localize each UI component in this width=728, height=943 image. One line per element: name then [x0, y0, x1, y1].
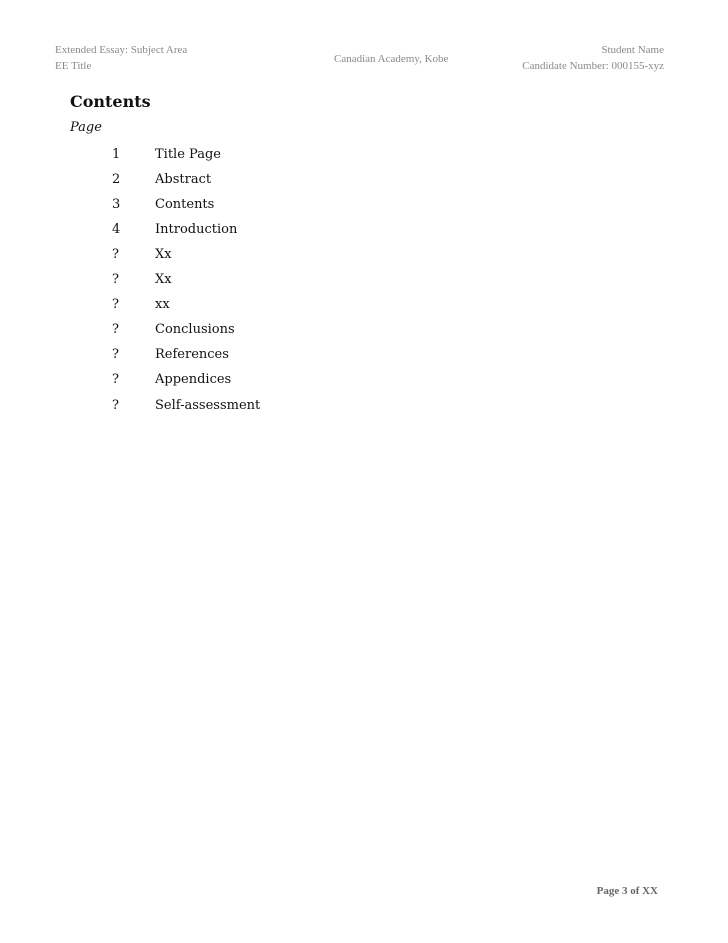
toc-page-number: ?: [112, 297, 119, 312]
toc-page-number: 2: [112, 172, 121, 187]
toc-entry: [0, 320, 728, 345]
header-right: [522, 42, 664, 74]
page-column-label: Page: [70, 120, 102, 135]
page-number-footer: Page 3 of XX: [596, 885, 658, 897]
toc-entry: [0, 270, 728, 295]
toc-entry: [0, 195, 728, 220]
toc-entry: [0, 370, 728, 396]
contents-heading: Contents: [70, 92, 151, 111]
header-student-name: Student Name: [601, 44, 664, 56]
toc-section-title: xx: [155, 297, 170, 312]
header-school: Canadian Academy, Kobe: [334, 53, 449, 65]
toc-page-number: ?: [112, 272, 119, 287]
toc-section-title: Abstract: [155, 172, 212, 187]
toc-section-title: References: [155, 347, 229, 362]
toc-entry: [0, 345, 728, 370]
header-ee-title: EE Title: [55, 60, 92, 72]
toc-page-number: ?: [112, 372, 119, 387]
toc-section-title: Conclusions: [155, 322, 235, 337]
toc-section-title: Xx: [155, 272, 172, 287]
toc-entry: [0, 245, 728, 270]
toc-page-number: ?: [112, 347, 119, 362]
toc-entry: [0, 220, 728, 245]
header-left: [55, 42, 187, 74]
toc-page-number: ?: [112, 247, 119, 262]
table-of-contents: [0, 145, 728, 421]
toc-entry: [0, 170, 728, 195]
toc-section-title: Xx: [155, 247, 172, 262]
toc-entry: [0, 145, 728, 170]
header-candidate-number: Candidate Number: 000155-xyz: [522, 60, 664, 72]
toc-section-title: Contents: [155, 197, 215, 212]
toc-section-title: Self-assessment: [155, 398, 261, 413]
toc-page-number: ?: [112, 398, 119, 413]
header-center: [334, 51, 448, 67]
toc-page-number: 1: [112, 147, 121, 162]
toc-page-number: ?: [112, 322, 119, 337]
toc-section-title: Introduction: [155, 222, 238, 237]
toc-page-number: 3: [112, 197, 121, 212]
header-subject-area: Extended Essay: Subject Area: [55, 44, 188, 56]
toc-section-title: Appendices: [155, 372, 232, 387]
toc-page-number: 4: [112, 222, 121, 237]
toc-section-title: Title Page: [155, 147, 221, 162]
toc-entry: [0, 396, 728, 421]
toc-entry: [0, 295, 728, 320]
